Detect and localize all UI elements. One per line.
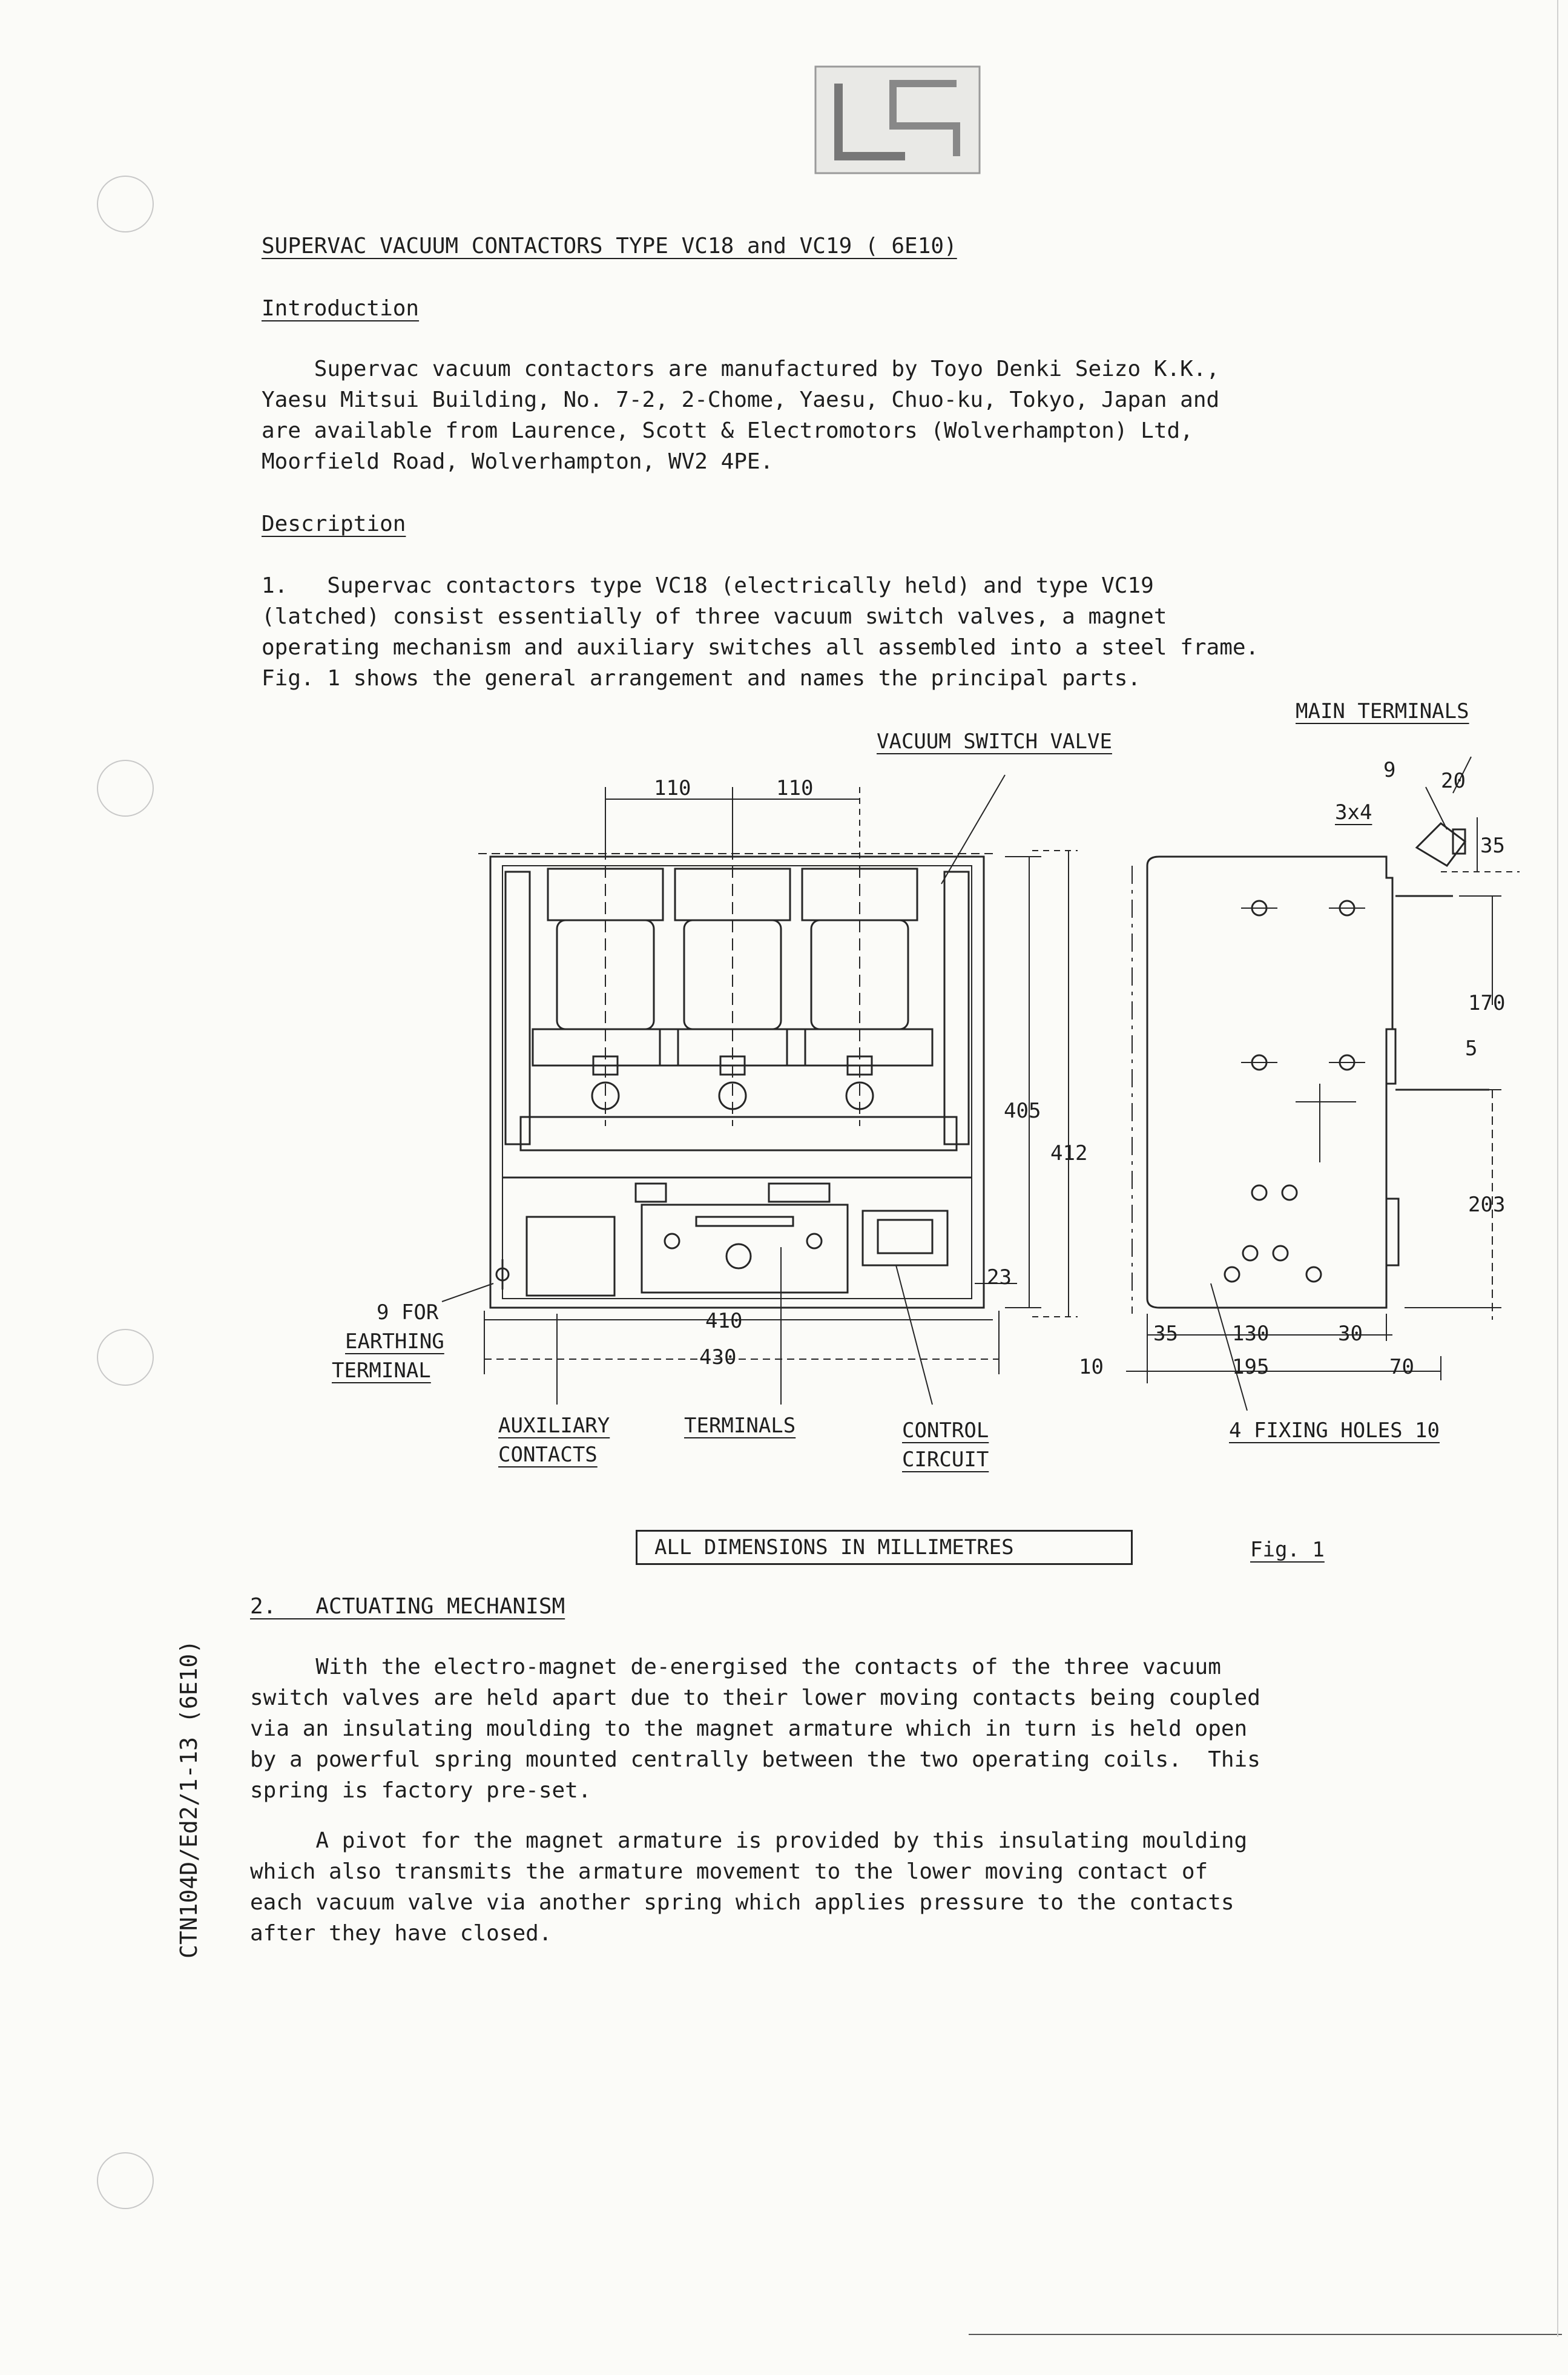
dim-20: 20 <box>1441 769 1466 793</box>
punch-hole <box>97 1329 154 1386</box>
dim-410: 410 <box>705 1309 743 1333</box>
dim-203: 203 <box>1468 1193 1506 1217</box>
label-earthing-line-2: EARTHING <box>345 1329 444 1354</box>
figure-caption: Fig. 1 <box>1250 1538 1325 1562</box>
description-heading: Description <box>262 512 406 536</box>
section2-line: by a powerful spring mounted centrally between the two operating coils. This <box>250 1747 1260 1772</box>
punch-hole <box>97 760 154 817</box>
section2-line: switch valves are held apart due to their lower moving contacts being coupled <box>250 1685 1260 1710</box>
dim-30: 30 <box>1338 1322 1363 1346</box>
label-control-line-2: CIRCUIT <box>902 1448 989 1472</box>
dim-110-right: 110 <box>776 776 814 800</box>
label-terminals: TERMINALS <box>684 1414 796 1438</box>
dim-35-top: 35 <box>1480 834 1505 858</box>
label-vacuum-switch-valve: VACUUM SWITCH VALVE <box>877 730 1112 754</box>
dim-430: 430 <box>699 1345 737 1369</box>
company-logo <box>814 65 981 174</box>
dim-5: 5 <box>1465 1036 1478 1061</box>
label-earthing-line-3: TERMINAL <box>332 1359 431 1383</box>
dimensions-note-box <box>636 1530 1133 1565</box>
punch-hole <box>97 2152 154 2209</box>
intro-line: Supervac vacuum contactors are manufactured by Toyo Denki Seizo K.K., <box>262 357 1220 381</box>
description-line: (latched) consist essentially of three vacuum switch valves, a magnet <box>262 604 1167 629</box>
label-control-line-1: CONTROL <box>902 1418 989 1443</box>
section2-line: which also transmits the armature movement to the lower moving contact of <box>250 1859 1208 1884</box>
label-fixing-holes: 4 FIXING HOLES 10 <box>1229 1418 1440 1443</box>
dim-170: 170 <box>1468 991 1506 1015</box>
intro-line: are available from Laurence, Scott & Electromotors (Wolverhampton) Ltd, <box>262 418 1193 443</box>
margin-document-reference: CTN104D/Ed2/1-13 (6E10) <box>176 1639 202 1958</box>
description-line: operating mechanism and auxiliary switches all assembled into a steel frame. <box>262 635 1259 660</box>
dim-70: 70 <box>1389 1355 1414 1379</box>
dim-130: 130 <box>1232 1322 1270 1346</box>
description-line: 1. Supervac contactors type VC18 (electrically held) and type VC19 <box>262 573 1154 598</box>
section2-line: each vacuum valve via another spring which applies pressure to the contacts <box>250 1890 1234 1915</box>
label-earthing-line-1: 9 FOR <box>377 1300 439 1325</box>
dim-10: 10 <box>1079 1355 1104 1379</box>
section2-heading: 2. ACTUATING MECHANISM <box>250 1594 565 1619</box>
dim-3x4: 3x4 <box>1335 800 1372 825</box>
dim-110-left: 110 <box>654 776 691 800</box>
section2-line: A pivot for the magnet armature is provided by this insulating moulding <box>250 1828 1248 1853</box>
section2-line: after they have closed. <box>250 1921 552 1946</box>
dim-9: 9 <box>1383 758 1396 782</box>
label-auxiliary-line-2: CONTACTS <box>498 1443 598 1467</box>
document-title: SUPERVAC VACUUM CONTACTORS TYPE VC18 and VC19 ( 6E10) <box>262 234 957 259</box>
scan-edge-line <box>969 2334 1562 2335</box>
dimensions-note: ALL DIMENSIONS IN MILLIMETRES <box>654 1535 1014 1560</box>
dim-23: 23 <box>987 1265 1012 1290</box>
dim-405: 405 <box>1004 1099 1041 1123</box>
dim-195: 195 <box>1232 1355 1270 1379</box>
intro-line: Yaesu Mitsui Building, No. 7-2, 2-Chome, Yaesu, Chuo-ku, Tokyo, Japan and <box>262 387 1220 412</box>
intro-heading: Introduction <box>262 296 420 321</box>
intro-line: Moorfield Road, Wolverhampton, WV2 4PE. <box>262 449 774 474</box>
punch-hole <box>97 176 154 232</box>
scan-edge-right <box>1557 0 1558 2337</box>
section2-line: via an insulating moulding to the magnet armature which in turn is held open <box>250 1716 1248 1741</box>
section2-line: spring is factory pre-set. <box>250 1778 591 1803</box>
section2-line: With the electro-magnet de-energised the contacts of the three vacuum <box>250 1655 1221 1679</box>
description-line: Fig. 1 shows the general arrangement and names the principal parts. <box>262 666 1141 691</box>
label-auxiliary-line-1: AUXILIARY <box>498 1414 610 1438</box>
dim-412: 412 <box>1050 1141 1088 1165</box>
dim-35-bottom: 35 <box>1153 1322 1178 1346</box>
label-main-terminals: MAIN TERMINALS <box>1296 699 1469 723</box>
